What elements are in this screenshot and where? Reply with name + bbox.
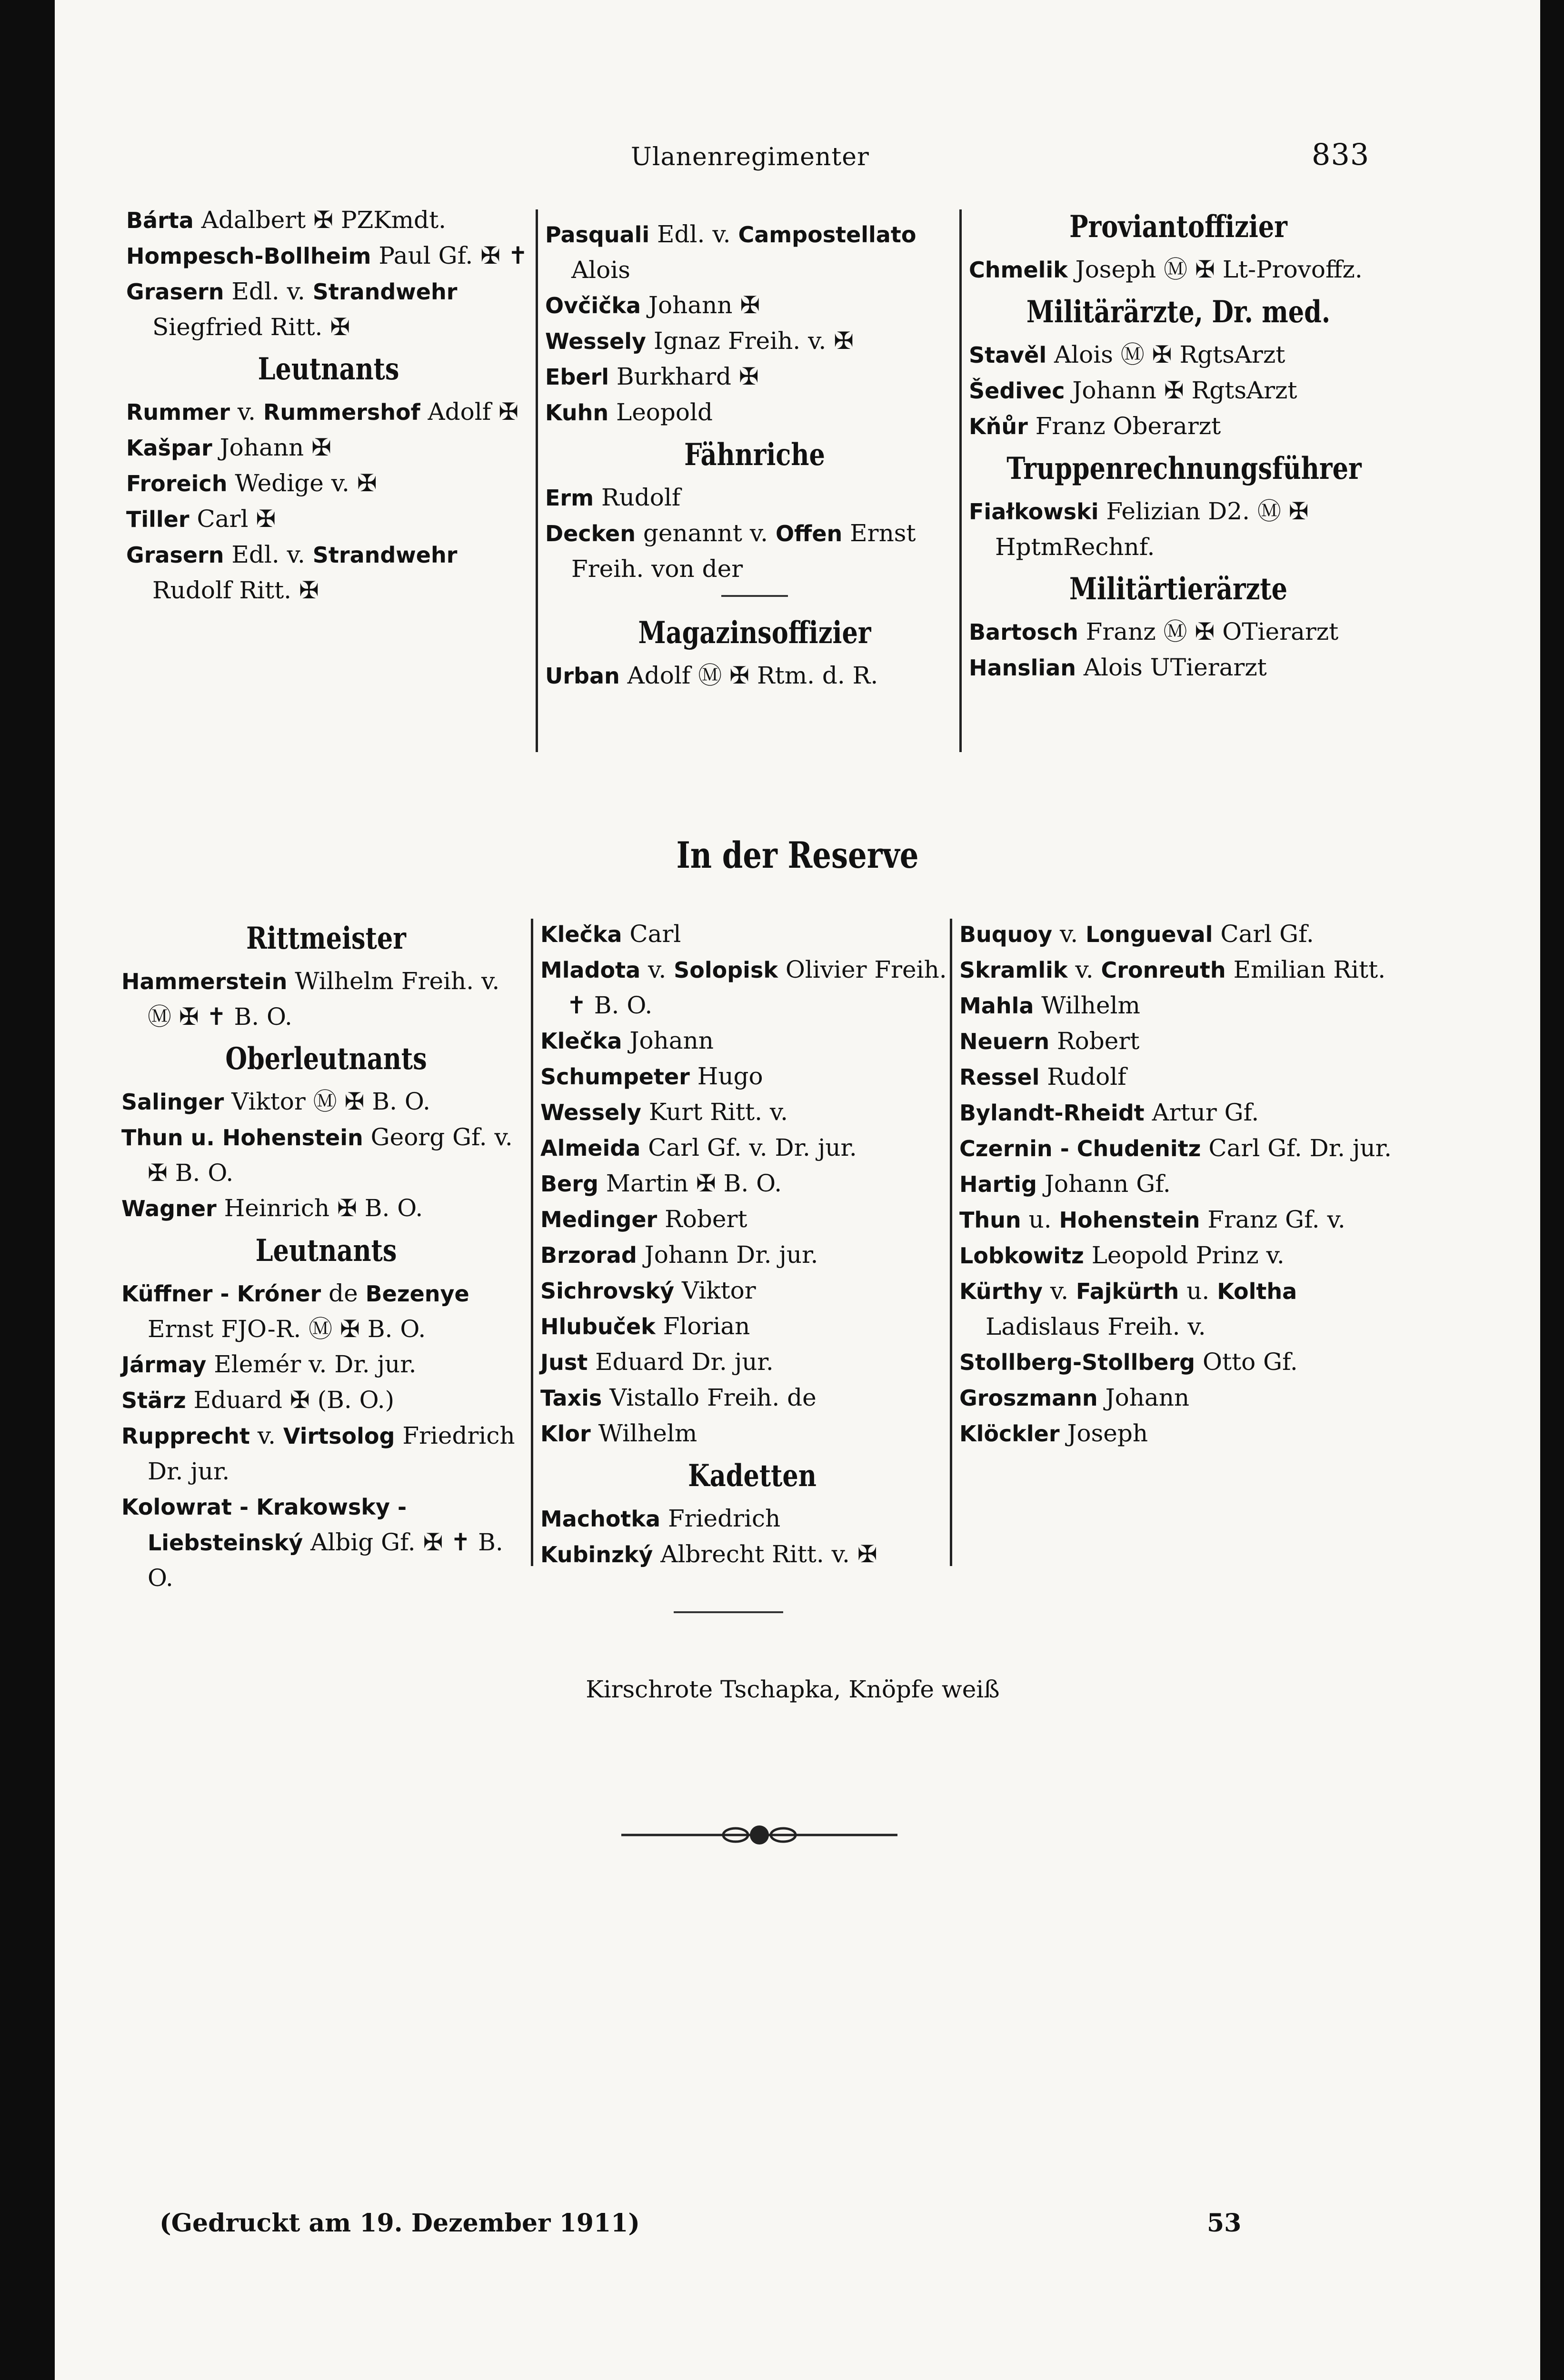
surname: Kubinzký bbox=[540, 1542, 653, 1567]
surname: Grasern bbox=[126, 542, 224, 568]
roster-entry bbox=[545, 395, 964, 430]
roster-entry bbox=[959, 988, 1412, 1023]
surname: Medinger bbox=[540, 1207, 657, 1232]
surname: Bezenye bbox=[365, 1281, 469, 1307]
surname: Salinger bbox=[121, 1089, 224, 1115]
entry-text: Ernst FJO-R. Ⓜ ✠ B. O. bbox=[148, 1315, 426, 1343]
entry-text: Robert bbox=[1049, 1027, 1140, 1055]
surname: Bylandt-Rheidt bbox=[959, 1100, 1145, 1126]
surname: Stärz bbox=[121, 1388, 186, 1413]
roster-entry bbox=[969, 252, 1388, 288]
surname: Decken bbox=[545, 521, 636, 546]
surname: Wagner bbox=[121, 1196, 217, 1221]
surname: Strandwehr bbox=[312, 279, 458, 305]
surname: Fajkürth bbox=[1076, 1279, 1179, 1304]
section-heading: Truppenrechnungsführer bbox=[1006, 451, 1362, 486]
surname: Mladota bbox=[540, 957, 641, 983]
entry-text: Ernst Freih. von der bbox=[571, 519, 916, 583]
surname: Ressel bbox=[959, 1064, 1040, 1090]
surname: Hohenstein bbox=[1059, 1207, 1200, 1233]
roster-entry bbox=[959, 1416, 1412, 1451]
entry-text: Edl. v. bbox=[649, 220, 738, 248]
section-heading: Rittmeister bbox=[246, 921, 406, 956]
entry-text: v. bbox=[249, 1422, 283, 1449]
roster-entry bbox=[969, 650, 1388, 685]
entry-text: Edl. v. bbox=[224, 278, 313, 305]
surname: Klečka bbox=[540, 922, 622, 947]
entry-text: Rudolf bbox=[594, 484, 681, 511]
roster-entry bbox=[540, 1237, 964, 1273]
roster-entry bbox=[969, 373, 1388, 408]
entry-text: Alois Ⓜ ✠ RgtsArzt bbox=[1046, 341, 1285, 368]
entry-text: Albig Gf. ✠ ✝ B. O. bbox=[148, 1528, 503, 1592]
section-heading: Fähnriche bbox=[684, 437, 825, 473]
entry-text: Alois UTierarzt bbox=[1076, 654, 1267, 681]
surname: Pasquali bbox=[545, 222, 650, 248]
entry-text: Friedrich Dr. jur. bbox=[148, 1422, 515, 1485]
roster-entry bbox=[540, 1023, 964, 1059]
entry-text: Carl Gf. v. Dr. jur. bbox=[640, 1134, 857, 1161]
roster-entry bbox=[959, 1130, 1412, 1166]
surname: Wessely bbox=[545, 328, 647, 354]
entry-text: Edl. v. bbox=[224, 541, 313, 568]
roster-entry bbox=[540, 1273, 964, 1309]
column-3 bbox=[969, 202, 1388, 685]
entry-text: Robert bbox=[657, 1205, 747, 1233]
surname: Jármay bbox=[121, 1352, 207, 1378]
roster-entry bbox=[969, 614, 1388, 650]
surname: Offen bbox=[775, 521, 843, 546]
entry-text: Franz Ⓜ ✠ OTierarzt bbox=[1078, 618, 1339, 645]
surname: Stollberg-Stollberg bbox=[959, 1349, 1195, 1375]
surname: Koltha bbox=[1217, 1279, 1297, 1304]
roster-entry bbox=[126, 466, 531, 501]
entry-text: Franz Oberarzt bbox=[1027, 412, 1221, 440]
surname: Bárta bbox=[126, 208, 194, 233]
section-heading: Proviantoffizier bbox=[1069, 209, 1287, 245]
roster-entry bbox=[959, 1238, 1412, 1273]
roster-entry bbox=[540, 916, 964, 952]
entry-text: Wilhelm bbox=[590, 1419, 697, 1447]
surname: Kolowrat - Krakowsky - Liebsteinský bbox=[121, 1494, 407, 1556]
roster-entry bbox=[121, 1120, 531, 1190]
entry-text: Eduard ✠ (B. O.) bbox=[186, 1386, 395, 1414]
surname: Just bbox=[540, 1349, 588, 1375]
entry-text: Elemér v. Dr. jur. bbox=[206, 1350, 417, 1378]
column-1 bbox=[126, 202, 531, 608]
entry-text: Hugo bbox=[689, 1062, 763, 1090]
entry-text: Leopold bbox=[608, 398, 713, 426]
entry-text: Johann Gf. bbox=[1036, 1170, 1171, 1198]
roster-entry bbox=[545, 288, 964, 323]
surname: Kürthy bbox=[959, 1279, 1043, 1304]
surname: Cronreuth bbox=[1101, 957, 1226, 983]
section-heading: Militärtierärzte bbox=[1069, 571, 1288, 607]
roster-entry bbox=[540, 952, 964, 1023]
section-heading: Leutnants bbox=[258, 351, 399, 387]
surname: Buquoy bbox=[959, 922, 1053, 947]
surname: Klor bbox=[540, 1421, 591, 1447]
section-heading: Kadetten bbox=[688, 1458, 817, 1494]
surname: Solopisk bbox=[674, 957, 778, 983]
roster-entry bbox=[540, 1380, 964, 1416]
entry-text: Carl bbox=[622, 920, 681, 948]
short-rule bbox=[721, 595, 788, 597]
surname: Kašpar bbox=[126, 435, 212, 461]
entry-text: Wilhelm bbox=[1034, 992, 1140, 1019]
surname: Hartig bbox=[959, 1171, 1037, 1197]
roster-entry bbox=[969, 408, 1388, 444]
surname: Skramlik bbox=[959, 957, 1068, 983]
surname: Czernin - Chudenitz bbox=[959, 1136, 1201, 1161]
surname: Thun u. Hohenstein bbox=[121, 1125, 363, 1150]
surname: Hanslian bbox=[969, 655, 1076, 681]
surname: Thun bbox=[959, 1207, 1021, 1233]
column-4 bbox=[121, 914, 531, 1596]
roster-entry bbox=[959, 1344, 1412, 1380]
roster-entry bbox=[959, 1202, 1412, 1238]
roster-entry bbox=[121, 1190, 531, 1226]
entry-text: Heinrich ✠ B. O. bbox=[216, 1194, 423, 1222]
column-divider bbox=[536, 209, 538, 752]
surname: Urban bbox=[545, 663, 620, 689]
entry-text: Rudolf bbox=[1039, 1063, 1126, 1091]
surname: Froreich bbox=[126, 471, 228, 496]
ornament-divider bbox=[621, 1821, 897, 1849]
roster-entry bbox=[540, 1416, 964, 1451]
roster-entry bbox=[545, 323, 964, 359]
column-divider bbox=[959, 209, 962, 752]
surname: Strandwehr bbox=[312, 542, 458, 568]
roster-entry bbox=[121, 1084, 531, 1120]
entry-text: v. bbox=[640, 956, 674, 983]
roster-entry bbox=[545, 359, 964, 395]
roster-entry bbox=[126, 430, 531, 466]
entry-text: Emilian Ritt. bbox=[1225, 956, 1386, 983]
entry-text: Carl ✠ bbox=[189, 505, 276, 533]
roster-entry bbox=[121, 963, 531, 1034]
roster-entry bbox=[126, 238, 531, 274]
surname: Bartosch bbox=[969, 619, 1078, 645]
entry-text: Johann ✠ RgtsArzt bbox=[1065, 377, 1297, 404]
entry-text: de bbox=[321, 1279, 366, 1307]
surname: Stavěl bbox=[969, 342, 1047, 368]
roster-entry bbox=[969, 494, 1388, 565]
entry-text: Florian bbox=[655, 1312, 750, 1340]
entry-text: Friedrich bbox=[660, 1505, 781, 1532]
surname: Kňůr bbox=[969, 414, 1028, 439]
surname: Schumpeter bbox=[540, 1064, 690, 1090]
entry-text: Paul Gf. ✠ ✝ bbox=[371, 242, 528, 269]
surname: Mahla bbox=[959, 993, 1034, 1019]
entry-text: Carl Gf. bbox=[1213, 920, 1314, 948]
roster-entry bbox=[959, 1166, 1412, 1202]
column-divider bbox=[531, 919, 533, 1566]
entry-text: Adolf Ⓜ ✠ Rtm. d. R. bbox=[619, 662, 878, 689]
entry-text: Wilhelm Freih. v. Ⓜ ✠ ✝ B. O. bbox=[148, 967, 500, 1031]
page-number: 833 bbox=[1312, 137, 1370, 172]
surname: Lobkowitz bbox=[959, 1243, 1084, 1269]
signature-mark: 53 bbox=[1207, 2209, 1242, 2238]
surname: Brzorad bbox=[540, 1242, 637, 1268]
section-heading: Magazinsoffizier bbox=[638, 615, 871, 651]
surname: Grasern bbox=[126, 279, 224, 305]
surname: Šedivec bbox=[969, 378, 1065, 404]
surname: Groszmann bbox=[959, 1385, 1098, 1411]
entry-text: v. bbox=[1067, 956, 1101, 983]
roster-entry bbox=[121, 1347, 531, 1382]
section-heading: Oberleutnants bbox=[225, 1041, 427, 1077]
entry-text: Otto Gf. bbox=[1195, 1348, 1298, 1376]
roster-entry bbox=[121, 1382, 531, 1418]
roster-entry bbox=[959, 1273, 1412, 1344]
surname: Eberl bbox=[545, 364, 609, 390]
surname: Kuhn bbox=[545, 400, 609, 426]
surname: Ovčička bbox=[545, 293, 641, 318]
entry-text: Johann bbox=[622, 1027, 714, 1054]
surname: Küffner - Króner bbox=[121, 1281, 321, 1307]
roster-entry bbox=[121, 1276, 531, 1347]
column-divider bbox=[950, 919, 952, 1566]
surname: Fiałkowski bbox=[969, 499, 1099, 525]
column-2 bbox=[545, 217, 964, 694]
roster-entry bbox=[540, 1537, 964, 1572]
roster-entry bbox=[545, 658, 964, 694]
roster-entry bbox=[126, 202, 531, 238]
surname: Rummershof bbox=[263, 399, 420, 425]
roster-entry bbox=[545, 480, 964, 516]
roster-entry bbox=[540, 1201, 964, 1237]
roster-entry bbox=[121, 1489, 531, 1596]
roster-entry bbox=[540, 1501, 964, 1537]
uniform-note: Kirschrote Tschapka, Knöpfe weiß bbox=[586, 1676, 1000, 1703]
entry-text: Felizian D2. Ⓜ ✠ HptmRechnf. bbox=[995, 497, 1309, 561]
surname: Berg bbox=[540, 1171, 598, 1197]
roster-entry bbox=[540, 1130, 964, 1166]
surname: Klečka bbox=[540, 1028, 622, 1054]
entry-text: Albrecht Ritt. v. ✠ bbox=[653, 1540, 877, 1568]
entry-text: v. bbox=[1052, 920, 1086, 948]
reserve-title: In der Reserve bbox=[676, 834, 919, 876]
entry-text: Viktor Ⓜ ✠ B. O. bbox=[224, 1088, 430, 1115]
surname: Hompesch-Bollheim bbox=[126, 243, 371, 269]
surname: Virtsolog bbox=[283, 1423, 395, 1449]
entry-text: Rudolf Ritt. ✠ bbox=[152, 576, 319, 604]
column-5 bbox=[540, 916, 964, 1572]
section-heading: Leutnants bbox=[255, 1233, 397, 1269]
entry-text: Martin ✠ B. O. bbox=[598, 1170, 782, 1197]
roster-entry bbox=[545, 516, 964, 586]
entry-text: Carl Gf. Dr. jur. bbox=[1201, 1134, 1392, 1162]
entry-text: Kurt Ritt. v. bbox=[641, 1098, 788, 1126]
entry-text: Johann ✠ bbox=[641, 291, 760, 319]
entry-text: Adolf ✠ bbox=[420, 398, 518, 426]
surname: Longueval bbox=[1086, 922, 1213, 947]
surname: Hlubuček bbox=[540, 1314, 656, 1339]
entry-text: Johann Dr. jur. bbox=[637, 1241, 818, 1269]
entry-text: Vistallo Freih. de bbox=[602, 1384, 817, 1411]
entry-text: u. bbox=[1179, 1277, 1217, 1305]
entry-text: u. bbox=[1021, 1206, 1059, 1233]
surname: Sichrovský bbox=[540, 1278, 675, 1304]
surname: Machotka bbox=[540, 1506, 661, 1532]
roster-entry bbox=[959, 1023, 1412, 1059]
roster-entry bbox=[959, 952, 1412, 988]
roster-entry bbox=[540, 1309, 964, 1344]
entry-text: Franz Gf. v. bbox=[1200, 1206, 1345, 1233]
entry-text: Olivier Freih. ✝ B. O. bbox=[567, 956, 947, 1019]
entry-text: Leopold Prinz v. bbox=[1084, 1241, 1285, 1269]
page bbox=[55, 0, 1540, 2380]
surname: Campostellato bbox=[738, 222, 916, 248]
surname: Hammerstein bbox=[121, 969, 288, 994]
entry-text: Johann bbox=[1097, 1384, 1190, 1411]
roster-entry bbox=[121, 1418, 531, 1489]
surname: Taxis bbox=[540, 1385, 602, 1411]
print-date: (Gedruckt am 19. Dezember 1911) bbox=[159, 2209, 640, 2238]
column-6 bbox=[959, 916, 1412, 1451]
section-heading: Militärärzte, Dr. med. bbox=[1026, 294, 1331, 330]
roster-entry bbox=[959, 1380, 1412, 1416]
surname: Tiller bbox=[126, 506, 189, 532]
roster-entry bbox=[540, 1166, 964, 1201]
surname: Klöckler bbox=[959, 1421, 1060, 1447]
entry-text: Siegfried Ritt. ✠ bbox=[152, 313, 350, 341]
roster-entry bbox=[545, 217, 964, 288]
entry-text: Georg Gf. v. ✠ B. O. bbox=[148, 1123, 513, 1187]
surname: Neuern bbox=[959, 1029, 1050, 1054]
entry-text: Wedige v. ✠ bbox=[227, 469, 377, 497]
roster-entry bbox=[959, 916, 1412, 952]
entry-text: Burkhard ✠ bbox=[609, 363, 759, 390]
entry-text: v. bbox=[229, 398, 263, 426]
entry-text: Eduard Dr. jur. bbox=[588, 1348, 774, 1376]
entry-text: Ignaz Freih. v. ✠ bbox=[646, 327, 854, 355]
short-rule bbox=[674, 1611, 783, 1613]
surname: Chmelik bbox=[969, 257, 1068, 283]
entry-text: Joseph bbox=[1059, 1419, 1148, 1447]
running-title: Ulanenregimenter bbox=[631, 143, 869, 171]
entry-text: Johann ✠ bbox=[212, 434, 331, 461]
entry-text: genannt v. bbox=[635, 519, 776, 547]
surname: Erm bbox=[545, 485, 594, 511]
roster-entry bbox=[126, 501, 531, 537]
roster-entry bbox=[540, 1344, 964, 1380]
entry-text: v. bbox=[1043, 1277, 1076, 1305]
entry-text: Adalbert ✠ PZKmdt. bbox=[193, 206, 447, 234]
roster-entry bbox=[126, 394, 531, 430]
roster-entry bbox=[959, 1059, 1412, 1095]
roster-entry bbox=[959, 1095, 1412, 1130]
entry-text: Joseph Ⓜ ✠ Lt-Provoffz. bbox=[1067, 256, 1363, 283]
entry-text: Artur Gf. bbox=[1144, 1099, 1259, 1126]
surname: Almeida bbox=[540, 1135, 641, 1161]
entry-text: Viktor bbox=[674, 1277, 756, 1304]
entry-text: Alois bbox=[571, 256, 630, 284]
surname: Rummer bbox=[126, 399, 230, 425]
roster-entry bbox=[969, 337, 1388, 373]
surname: Wessely bbox=[540, 1100, 642, 1125]
roster-entry bbox=[540, 1094, 964, 1130]
roster-entry bbox=[540, 1059, 964, 1094]
roster-entry bbox=[126, 274, 531, 345]
surname: Rupprecht bbox=[121, 1423, 250, 1449]
entry-text: Ladislaus Freih. v. bbox=[986, 1313, 1206, 1340]
roster-entry bbox=[126, 537, 531, 608]
